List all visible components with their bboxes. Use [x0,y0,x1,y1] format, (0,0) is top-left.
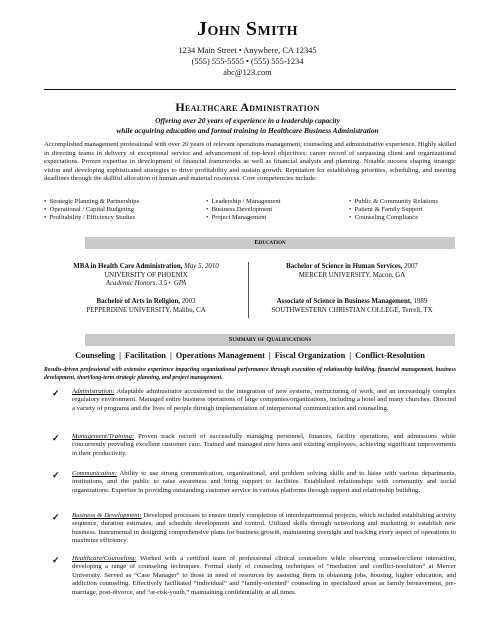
competency-item: • Profitability / Efficiency Studies [44,214,136,222]
qualifications-heading: Summary of Qualifications [85,334,455,346]
professional-summary: Accomplished management professional with over 20 years of relevant operations management, counseling and administrative experience. Highly skilled in directing teams in delivery of exceptional service and advancement of top-level objectives; career record of surpassing client and organizational expectations. Proven expertise in development of financial frameworks as well as financial analysis and planning. Notable success shaping strategic vision and developing sophisticated strategies to drive profitability and sustain growth. Reputation for establishing priorities, scheduling, and meeting deadlines through the skillful allocation of human and material resources. Core competencies include: [44,141,456,182]
competency-item: • Business Development [206,206,273,214]
checkmark-icon: ✓ [52,433,60,443]
competency-item: • Project Management [206,214,267,222]
competency-item: • Strategic Planning & Partnerships [44,198,140,205]
competency-item: • Leadership / Management [206,198,281,205]
competency-item: • Public & Community Relations [349,198,438,205]
skill-item: Counseling [75,351,116,360]
skill-item: Operations Management [175,351,265,360]
phone-numbers: (555) 555-5555 • (555) 555-1234 [191,57,304,66]
checkmark-icon: ✓ [52,555,60,565]
competency-item: • Patient & Family Support [349,206,423,214]
email[interactable]: abc@123.com [223,68,272,77]
address: 1234 Main Street • Anywhere, CA 12345 [178,46,317,55]
skills-line: Counseling | Facilitation | Operations Management | Fiscal Organization | Conflict-Resolution [75,351,425,360]
education-entry: Associate of Science in Business Management, 1989 SOUTHWESTERN CHRISTIAN COLLEGE, Terrell, TX [271,298,433,314]
checkmark-icon: ✓ [52,388,60,398]
checkmark-icon: ✓ [52,512,60,522]
skill-item: Facilitation [124,351,166,360]
competency-item: • Operational / Capital Budgeting [44,206,135,214]
education-entry: Bachelor of Science in Human Services, 2007 MERCER UNIVERSITY, Macon, GA [286,263,418,279]
skill-item: Fiscal Organization [274,351,346,360]
competencies-col-3 [349,198,438,223]
tagline-2: while acquiring education and formal training in Healthcare Business Administration [116,126,379,135]
header-divider [44,89,456,90]
skill-item: Conflict-Resolution [355,351,425,360]
competency-item: • Counseling Compliance [349,214,419,222]
resume-title: Healthcare Administration [175,100,320,114]
education-heading: Education [85,237,455,249]
education-entry: Bachelor of Arts in Religion, 2003 PEPPERDINE UNIVERSITY, Malibu, CA [86,298,206,314]
resume-page: John Smith 1234 Main Street • Anywhere, CA 12345 (555) 555-5555 • (555) 555-1234 abc@123.com Healthcare Administration Offering over 20 years of experience in a leadership capacity while acquiring education and formal training in Healthcare Business Administration Accomplished management professional with over 20 years of relevant operations management, counseling and administrative experience. Highly skilled in directing teams in delivery of exceptional service and advancement of top-level objectives; career record of surpassing client and organizational expectations. Proven expertise in development of financial frameworks as well as financial analysis and planning. Notable success shaping strategic vision and developing sophisticated strategies to drive profitability and sustain growth. Reputation for establishing priorities, scheduling, and meeting deadlines through the skillful allocation of human and material resources. Core competencies include: • Strategic Planning & Partnerships • Operational / Capital Budgeting • Profitability / Efficiency Studies • Leadership / Management • Business Development • Project Management • Public & Community Relations • Patient & Family Support • Counseling Compliance Education MBA in Health Care Administration, May 5, 2010 UNIVERSITY OF PHOENIX Academic Honors, 3.5+ GPA Bachelor of Arts in Religion, 2003 PEPPERDINE UNIVERSITY, Malibu, CA Bachelor of Science in Human Services, 2007 MERCER UNIVERSITY, Macon, GA Associate of Science in Business Management, 1989 SOUTHWESTERN CHRISTIAN COLLEGE, Terrell, TX Summary of Qualifications Counseling | Facilitation | Operations Management | Fiscal Organization | Conflict-Resolution Results-driven professional with extensive experience impacting organizational performance through execution of relationship building, financial management, business development, short/long-term strategic planning, and project management. ✓ Administration: Adaptable administrator accustomed to the integration of new systems, restructuring of work, and an increasingly complex regulatory environment. Managed entire business operations of large companies/organizations, including a hotel and many churches. Directed a variety of programs and the lives of people through implementation of interpersonal communication and counseling. ✓ Management/Training: Proven track record of successfully managing personnel, finances, facility operations, and admissions while concurrently providing excellent customer care. Trained and managed new hires and existing employees, achieving significant improvements in their productivity. ✓ Communication: Ability to use strong communication, organizational, and problem solving skills and to liaise with various departments, institutions, and the public to raise awareness and bring support to facilities. Established relationships with community and social organizations. Expertise in providing outstanding customer service in various platforms through rapport and relationship building. ✓ Business & Development: Developed processes to ensure timely completion of interdepartmental projects, which included establishing activity sequence, duration estimates, and schedule development and control. Utilized skills through networking and marketing to establish new business. Instrumental in designing comprehensive plans for business growth, maintaining oversight and tracking every aspect of operations to maximize efficiency. ✓ Healthcare/Counseling: Worked with a certified team of professional clinical counselors while observing counselor/client interaction, developing a range of counseling techniques. Formal study of counseling techniques of “mediation and conflict-resolution” at Mercer University. Served as “Case Manager” to those in need of resources by assisting them in obtaining jobs, housing, higher education, and addiction counseling. Effectively facilitated “individual” and “family-oriented” counseling in specialized areas as family bereavement, pre-marriage, post-divorce, and “at-risk-youth,” maintaining confidentiality at all times. [0,0,495,640]
competencies-col-2 [206,198,280,223]
tagline-1: Offering over 20 years of experience in a leadership capacity [155,116,340,125]
qualifications-description: Results-driven professional with extensive experience impacting organizational performance through execution of relationship building, financial management, business development, short/long-term strategic planning, and project management. [44,367,456,381]
competencies-col-1 [44,198,139,223]
education-entry: MBA in Health Care Administration, May 5, 2010 UNIVERSITY OF PHOENIX Academic Honors, 3.5+ GPA [73,263,219,288]
candidate-name: John Smith [197,18,298,40]
checkmark-icon: ✓ [52,470,60,480]
